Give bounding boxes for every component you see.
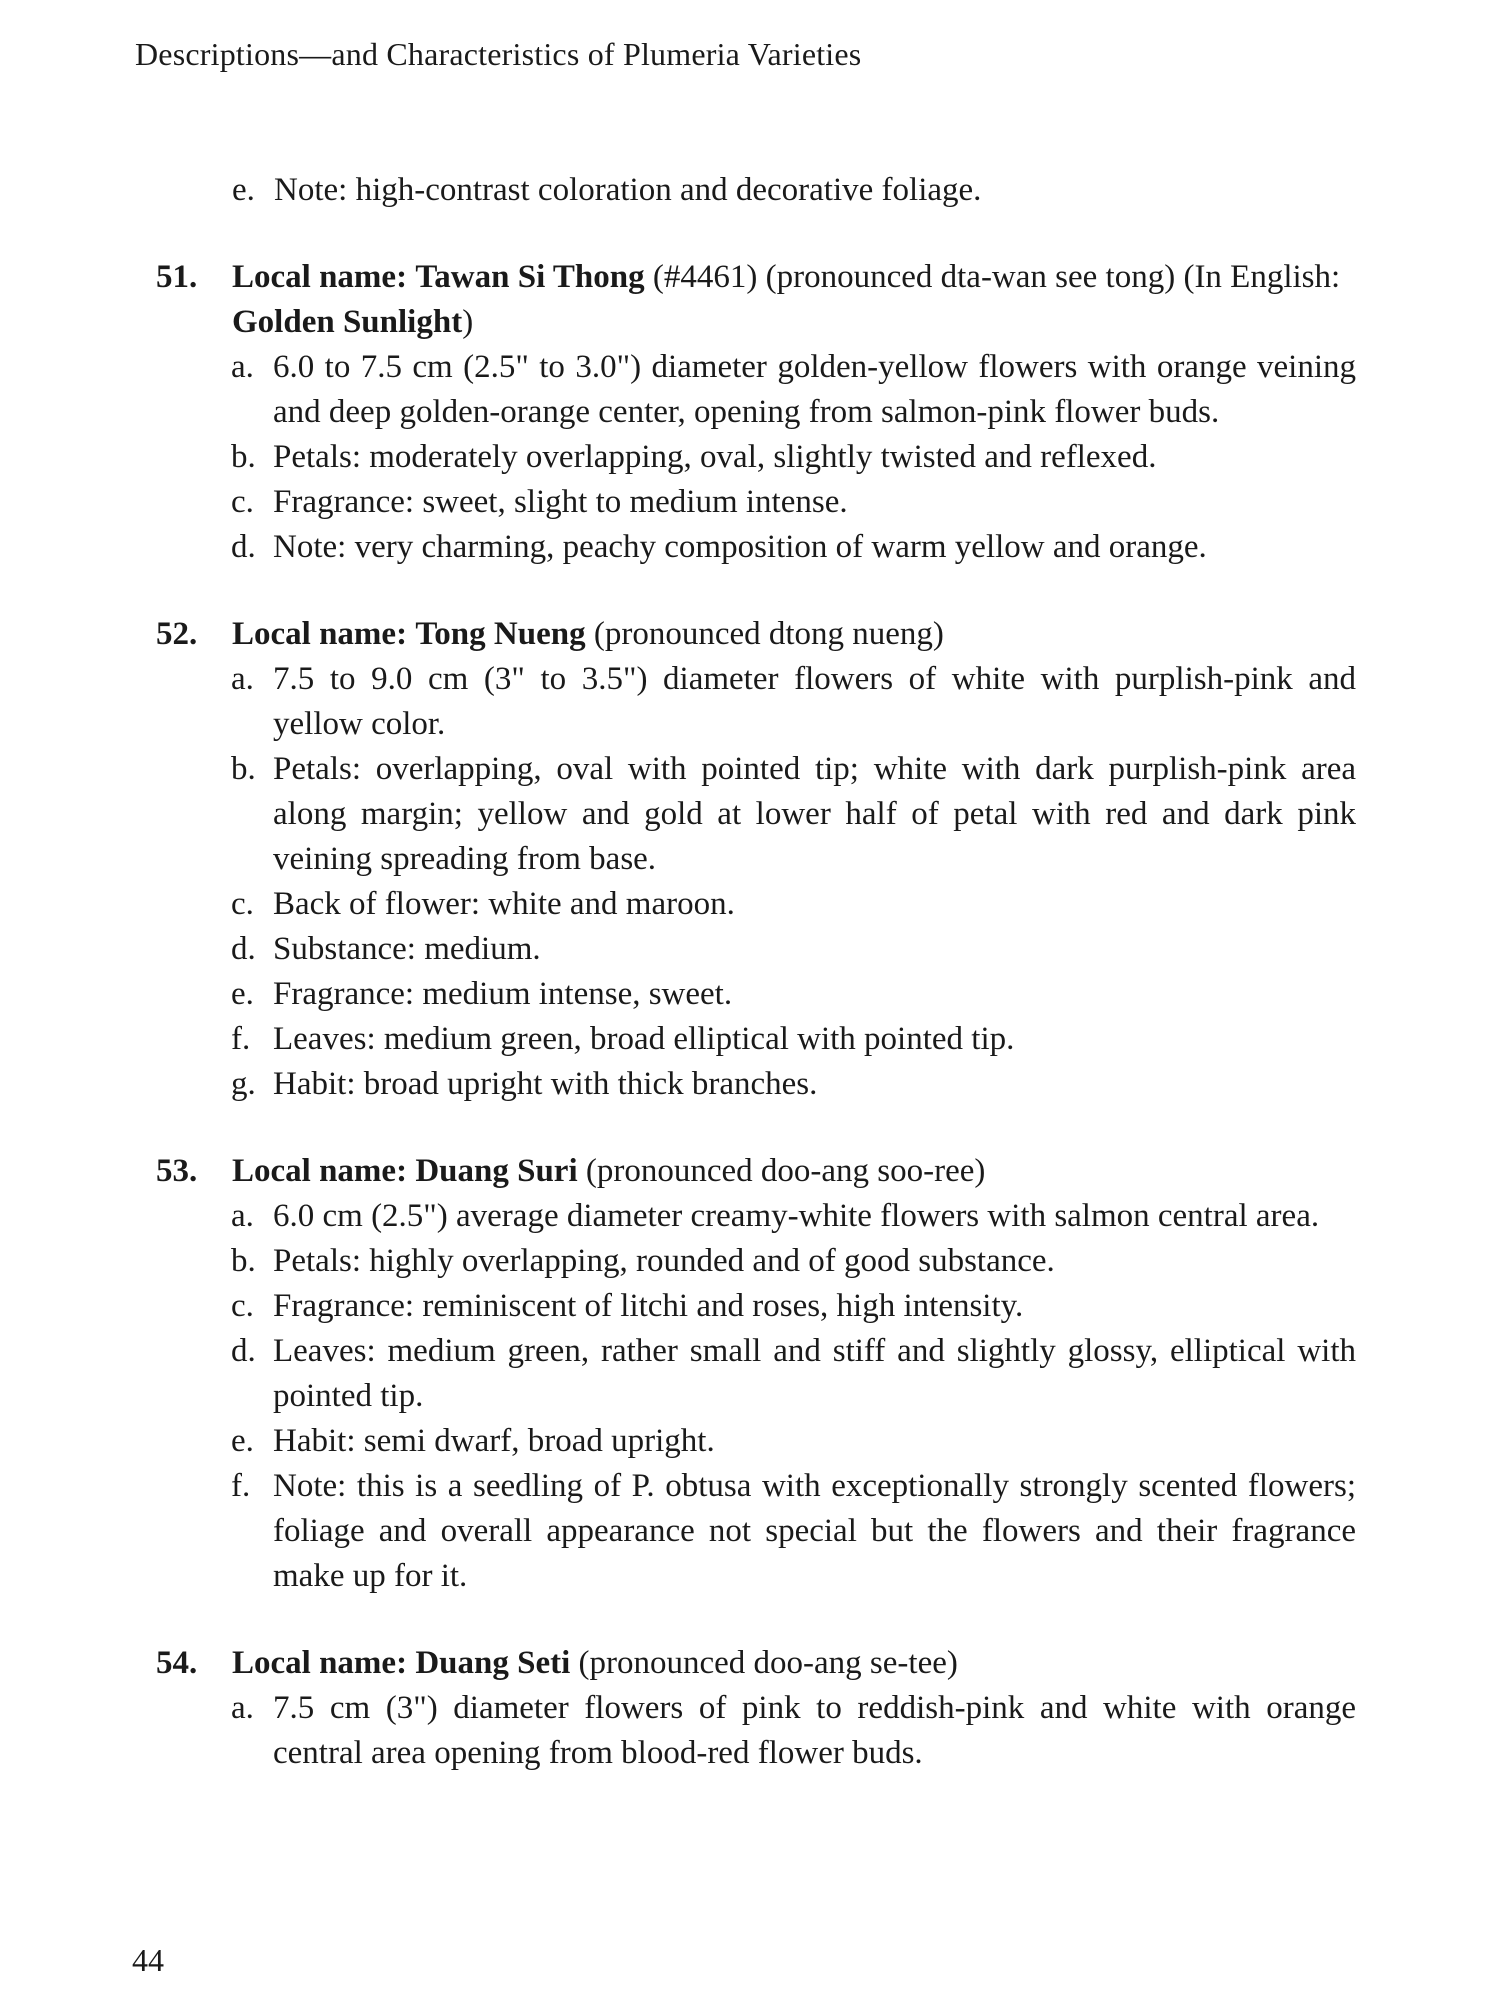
item-text: Habit: broad upright with thick branches.: [273, 1066, 818, 1102]
item-letter: d.: [231, 529, 256, 565]
entry-heading: [0, 255, 1362, 345]
entry-52: [0, 612, 1500, 1107]
item-letter: f.: [231, 1468, 251, 1504]
list-item: [0, 657, 1356, 747]
entry-number: 51.: [156, 259, 198, 295]
item-text: Petals: overlapping, oval with pointed tip; white with dark purplish-pink area along margin; yellow and gold at lower half of petal with red and dark pink veining spreading from base.: [273, 751, 1356, 877]
item-text: Habit: semi dwarf, broad upright.: [273, 1423, 715, 1459]
item-letter: b.: [231, 751, 256, 787]
entry-number: 53.: [156, 1153, 198, 1189]
list-item: [0, 1239, 1356, 1284]
list-item: [0, 927, 1356, 972]
item-text: Back of flower: white and maroon.: [273, 886, 735, 922]
entry-heading: [0, 612, 1362, 657]
item-text: Note: high-contrast coloration and decorative foliage.: [274, 172, 982, 208]
entry-53: [0, 1149, 1500, 1599]
item-text: Leaves: medium green, broad elliptical with pointed tip.: [273, 1021, 1015, 1057]
item-text: 7.5 to 9.0 cm (3" to 3.5") diameter flowers of white with purplish-pink and yellow color.: [273, 661, 1356, 742]
item-letter: f.: [231, 1021, 251, 1057]
item-text: Substance: medium.: [273, 931, 541, 967]
item-text: 6.0 cm (2.5") average diameter creamy-white flowers with salmon central area.: [273, 1198, 1320, 1234]
carryover-item: [0, 168, 1500, 213]
list-item: [0, 1686, 1356, 1776]
list-item: [0, 882, 1356, 927]
item-letter: d.: [231, 931, 256, 967]
list-item: [0, 1062, 1356, 1107]
pronunciation: (pronounced doo-ang se-tee): [570, 1645, 958, 1681]
entry-number: 52.: [156, 616, 198, 652]
list-item: [0, 972, 1356, 1017]
pronunciation: (#4461) (pronounced dta-wan see tong) (In English:: [644, 259, 1341, 295]
entry-54: [0, 1641, 1500, 1776]
heading-close: ): [462, 304, 474, 340]
entry-heading: [0, 1641, 1362, 1686]
item-letter: a.: [231, 1198, 254, 1234]
item-letter: e.: [231, 976, 254, 1012]
list-item: [0, 480, 1356, 525]
item-letter: c.: [231, 1288, 254, 1324]
item-letter: a.: [231, 349, 254, 385]
characteristics-list: [0, 1686, 1500, 1776]
item-text: 6.0 to 7.5 cm (2.5" to 3.0") diameter golden-yellow flowers with orange veining and deep golden-orange center, opening from salmon-pink flower buds.: [273, 349, 1356, 430]
list-item: [0, 1284, 1356, 1329]
list-item: [0, 1194, 1356, 1239]
local-name-label: Local name:: [232, 1153, 408, 1189]
item-letter: a.: [231, 1690, 254, 1726]
local-name: Duang Suri: [415, 1153, 578, 1189]
pronunciation: (pronounced dtong nueng): [585, 616, 944, 652]
item-text: Petals: highly overlapping, rounded and of good substance.: [273, 1243, 1055, 1279]
item-letter: e.: [231, 1423, 254, 1459]
item-text: Note: this is a seedling of P. obtusa with exceptionally strongly scented flowers; foliage and overall appearance not special but the flowers and their fragrance make up for it.: [273, 1468, 1356, 1594]
item-letter: d.: [231, 1333, 256, 1369]
local-name-label: Local name:: [232, 616, 408, 652]
local-name: Duang Seti: [415, 1645, 571, 1681]
list-item: [0, 525, 1356, 570]
entry-number: 54.: [156, 1645, 198, 1681]
characteristics-list: [0, 1194, 1500, 1599]
item-text: Leaves: medium green, rather small and stiff and slightly glossy, elliptical with pointed tip.: [273, 1333, 1356, 1414]
item-text: 7.5 cm (3") diameter flowers of pink to reddish-pink and white with orange central area opening from blood-red flower buds.: [273, 1690, 1356, 1771]
item-text: Fragrance: reminiscent of litchi and roses, high intensity.: [273, 1288, 1024, 1324]
running-header: Descriptions—and Characteristics of Plumeria Varieties: [135, 36, 862, 72]
entry-51: [0, 255, 1500, 570]
list-item: [0, 1464, 1356, 1599]
item-text: Fragrance: sweet, slight to medium intense.: [273, 484, 848, 520]
characteristics-list: [0, 657, 1500, 1107]
item-text: Fragrance: medium intense, sweet.: [273, 976, 733, 1012]
item-letter: g.: [231, 1066, 256, 1102]
item-letter: b.: [231, 1243, 256, 1279]
page-content: [0, 168, 1500, 1776]
english-name: Golden Sunlight: [232, 304, 463, 340]
list-item: [0, 1419, 1356, 1464]
item-text: Petals: moderately overlapping, oval, slightly twisted and reflexed.: [273, 439, 1157, 475]
list-item: [0, 1017, 1356, 1062]
local-name-label: Local name:: [232, 259, 408, 295]
local-name: Tong Nueng: [415, 616, 586, 652]
item-letter: e.: [232, 172, 255, 208]
characteristics-list: [0, 345, 1500, 570]
list-item: [0, 345, 1356, 435]
list-item: [0, 435, 1356, 480]
entry-heading: [0, 1149, 1362, 1194]
local-name: Tawan Si Thong: [415, 259, 645, 295]
item-letter: c.: [231, 484, 254, 520]
item-letter: a.: [231, 661, 254, 697]
pronunciation: (pronounced doo-ang soo-ree): [577, 1153, 986, 1189]
item-letter: c.: [231, 886, 254, 922]
page-number: 44: [132, 1942, 164, 1978]
item-text: Note: very charming, peachy composition of warm yellow and orange.: [273, 529, 1207, 565]
list-item: [0, 1329, 1356, 1419]
local-name-label: Local name:: [232, 1645, 408, 1681]
list-item: [0, 747, 1356, 882]
item-letter: b.: [231, 439, 256, 475]
